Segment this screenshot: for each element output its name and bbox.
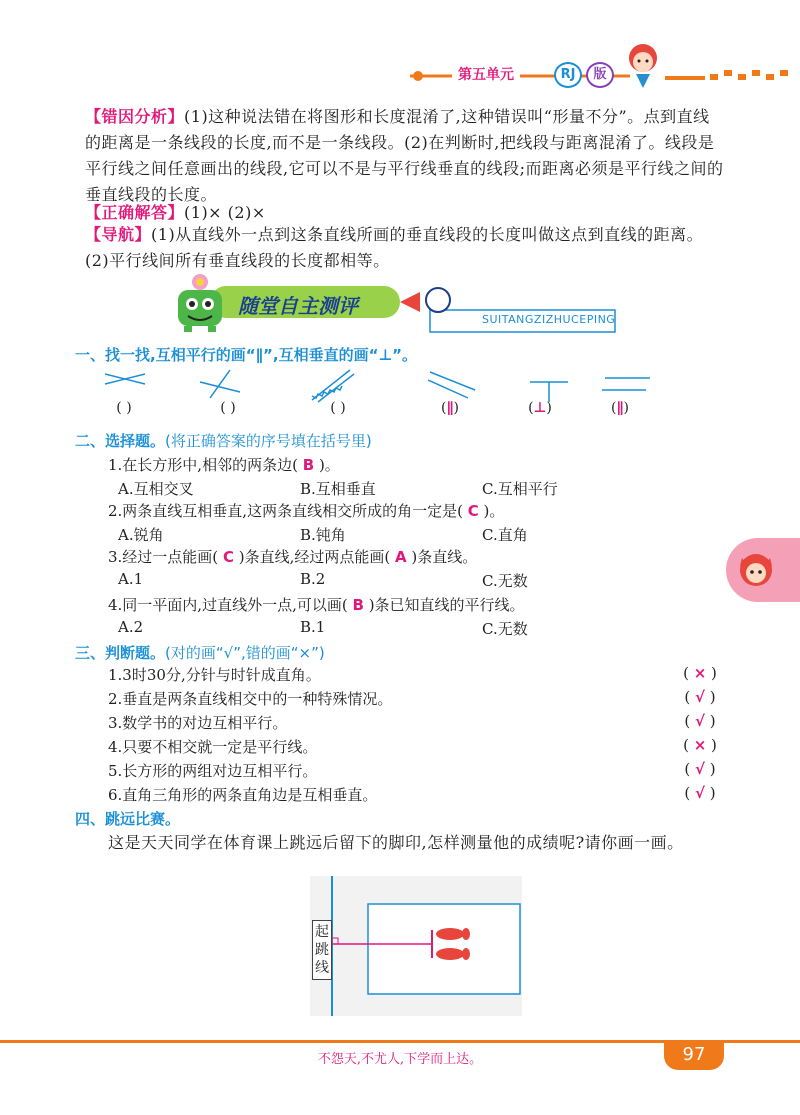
choice-question-3: 3.经过一点能画( C )条直线,经过两点能画( A )条直线。 [108, 548, 478, 566]
q1-option-a: A.互相交叉 [118, 480, 194, 498]
long-jump-figure [310, 876, 522, 1016]
q2-option-b: B.钝角 [300, 526, 346, 544]
long-jump-diagram [310, 876, 522, 1016]
mascot-girl-icon [618, 40, 668, 94]
q4-option-b: B.1 [300, 618, 326, 636]
choice-question-1: 1.在长方形中,相邻的两条边( B )。 [108, 456, 340, 474]
banner-pinyin: SUITANGZIZHUCEPING [482, 313, 616, 326]
banner-title: 随堂自主测评 [238, 294, 358, 318]
parallel-answer-6: (∥) [611, 400, 629, 416]
q4-option-a: A.2 [118, 618, 144, 636]
q3-option-c: C.无数 [482, 572, 528, 590]
page-number: 97 [682, 1044, 706, 1065]
unit-label: 第五单元 [452, 64, 520, 84]
parallel-answer-2: ( ) [220, 400, 236, 416]
q3-option-b: B.2 [300, 570, 326, 588]
parallel-answer-3: ( ) [330, 400, 346, 416]
badge-ban: 版 [586, 62, 614, 88]
judge-answer-1: ( × ) [683, 664, 717, 682]
correct-answer-text: (1)× (2)× [184, 203, 266, 222]
section4-text: 这是天天同学在体育课上跳远后留下的脚印,怎样测量他的成绩呢?请你画一画。 [108, 833, 684, 852]
error-analysis-tag: 【错因分析】 [85, 107, 185, 126]
q2-option-a: A.锐角 [118, 526, 164, 544]
q1-option-b: B.互相垂直 [300, 480, 376, 498]
judge-item-6: 6.直角三角形的两条直角边是互相垂直。 [108, 786, 378, 804]
judge-answer-4: ( × ) [683, 736, 717, 754]
section3-title: 三、判断题。(对的画“√”,错的画“×”) [75, 644, 325, 662]
q4-option-c: C.无数 [482, 620, 528, 638]
section2-title: 二、选择题。(将正确答案的序号填在括号里) [75, 432, 372, 450]
q1-option-c: C.互相平行 [482, 480, 558, 498]
q3-option-a: A.1 [118, 570, 144, 588]
navigation-note [85, 222, 725, 274]
badge-rj: RJ [554, 62, 582, 88]
navigation-tag: 【导航】 [85, 225, 152, 244]
judge-answer-5: ( √ ) [684, 760, 716, 778]
section4-title: 四、跳远比赛。 [75, 810, 181, 828]
choice-question-4: 4.同一平面内,过直线外一点,可以画( B )条已知直线的平行线。 [108, 596, 525, 614]
judge-item-3: 3.数学书的对边互相平行。 [108, 714, 288, 732]
takeoff-line-label: 起跳线 [312, 920, 332, 980]
judge-answer-6: ( √ ) [684, 784, 716, 802]
judge-item-2: 2.垂直是两条直线相交中的一种特殊情况。 [108, 690, 393, 708]
error-analysis [85, 104, 725, 208]
choice-question-2: 2.两条直线互相垂直,这两条直线相交所成的角一定是( C )。 [108, 502, 505, 520]
correct-answer-tag: 【正确解答】 [85, 203, 185, 222]
monster-mascot-icon [170, 272, 230, 338]
section1-title: 一、找一找,互相平行的画“∥”,互相垂直的画“⊥”。 [75, 346, 418, 364]
judge-item-4: 4.只要不相交就一定是平行线。 [108, 738, 318, 756]
parallel-answer-4: (∥) [441, 400, 459, 416]
judge-answer-3: ( √ ) [684, 712, 716, 730]
error-analysis-text: (1)这种说法错在将图形和长度混淆了,这种错误叫“形量不分”。点到直线的距离是一条线段的长度,而不是一条线段。(2)在判断时,把线段与距离混淆了。线段是平行线之间任意画出的线段,它可以不是与平行线垂直的线段;而距离必须是平行线之间的垂直线段的长度。 [85, 107, 724, 204]
fox-mascot-icon [736, 550, 776, 594]
judge-item-1: 1.3时30分,分针与时针成直角。 [108, 666, 321, 684]
parallel-answer-1: ( ) [116, 400, 132, 416]
judge-answer-2: ( √ ) [684, 688, 716, 706]
footer-motto: 不怨天,不尤人,下学而上达。 [317, 1052, 483, 1067]
judge-item-5: 5.长方形的两组对边互相平行。 [108, 762, 318, 780]
navigation-text: (1)从直线外一点到这条直线所画的垂直线段的长度叫做这点到直线的距离。(2)平行线间所有垂直线段的长度都相等。 [85, 225, 704, 270]
parallel-answer-5: (⊥) [528, 400, 552, 416]
q2-option-c: C.直角 [482, 526, 528, 544]
